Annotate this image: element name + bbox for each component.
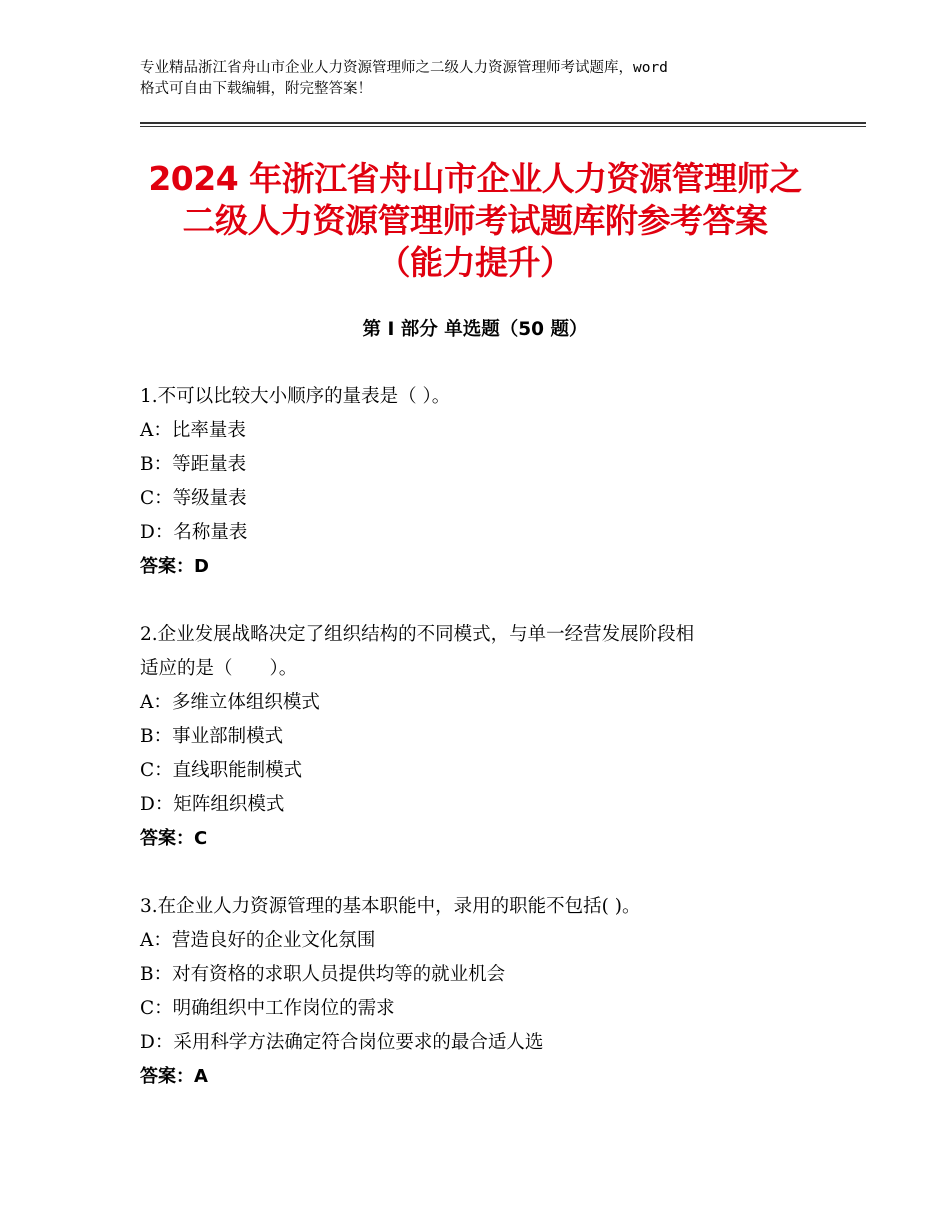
header-rule-thin — [140, 126, 866, 127]
title-line3: （能力提升） — [377, 243, 573, 282]
option-a: A：多维立体组织模式 — [140, 692, 320, 713]
option-c: C：明确组织中工作岗位的需求 — [140, 998, 395, 1019]
answer-line: 答案：D — [140, 556, 209, 577]
question-1 — [140, 380, 810, 584]
option-b: B：对有资格的求职人员提供均等的就业机会 — [140, 964, 506, 985]
title-line2: 二级人力资源管理师考试题库附参考答案 — [182, 201, 768, 240]
option-d: D：名称量表 — [140, 522, 248, 543]
option-a: A：营造良好的企业文化氛围 — [140, 930, 376, 951]
option-b: B：事业部制模式 — [140, 726, 284, 747]
header-note-line1: 专业精品浙江省舟山市企业人力资源管理师之二级人力资源管理师考试题库，word — [140, 60, 668, 76]
option-d: D：矩阵组织模式 — [140, 794, 285, 815]
answer-line: 答案：A — [140, 1066, 208, 1087]
question-list — [140, 380, 810, 1128]
option-c: C：直线职能制模式 — [140, 760, 303, 781]
header-note-line2: 格式可自由下载编辑，附完整答案！ — [140, 81, 372, 97]
answer-line: 答案：C — [140, 828, 208, 849]
option-d: D：采用科学方法确定符合岗位要求的最合适人选 — [140, 1032, 544, 1053]
section-heading: 第 I 部分 单选题（50 题） — [362, 319, 588, 340]
question-3 — [140, 890, 810, 1094]
question-stem-continued: 适应的是（ ）。 — [140, 658, 298, 679]
document-title — [120, 158, 830, 284]
question-stem: 2.企业发展战略决定了组织结构的不同模式，与单一经营发展阶段相 — [140, 624, 695, 645]
question-stem: 1.不可以比较大小顺序的量表是（ ）。 — [140, 386, 451, 407]
option-b: B：等距量表 — [140, 454, 247, 475]
header-rule-thick — [140, 122, 866, 124]
question-2 — [140, 618, 810, 856]
option-c: C：等级量表 — [140, 488, 247, 509]
title-line1: 2024 年浙江省舟山市企业人力资源管理师之 — [148, 159, 802, 198]
option-a: A：比率量表 — [140, 420, 246, 441]
document-header-note — [140, 58, 830, 100]
question-stem: 3.在企业人力资源管理的基本职能中，录用的职能不包括( )。 — [140, 896, 641, 917]
